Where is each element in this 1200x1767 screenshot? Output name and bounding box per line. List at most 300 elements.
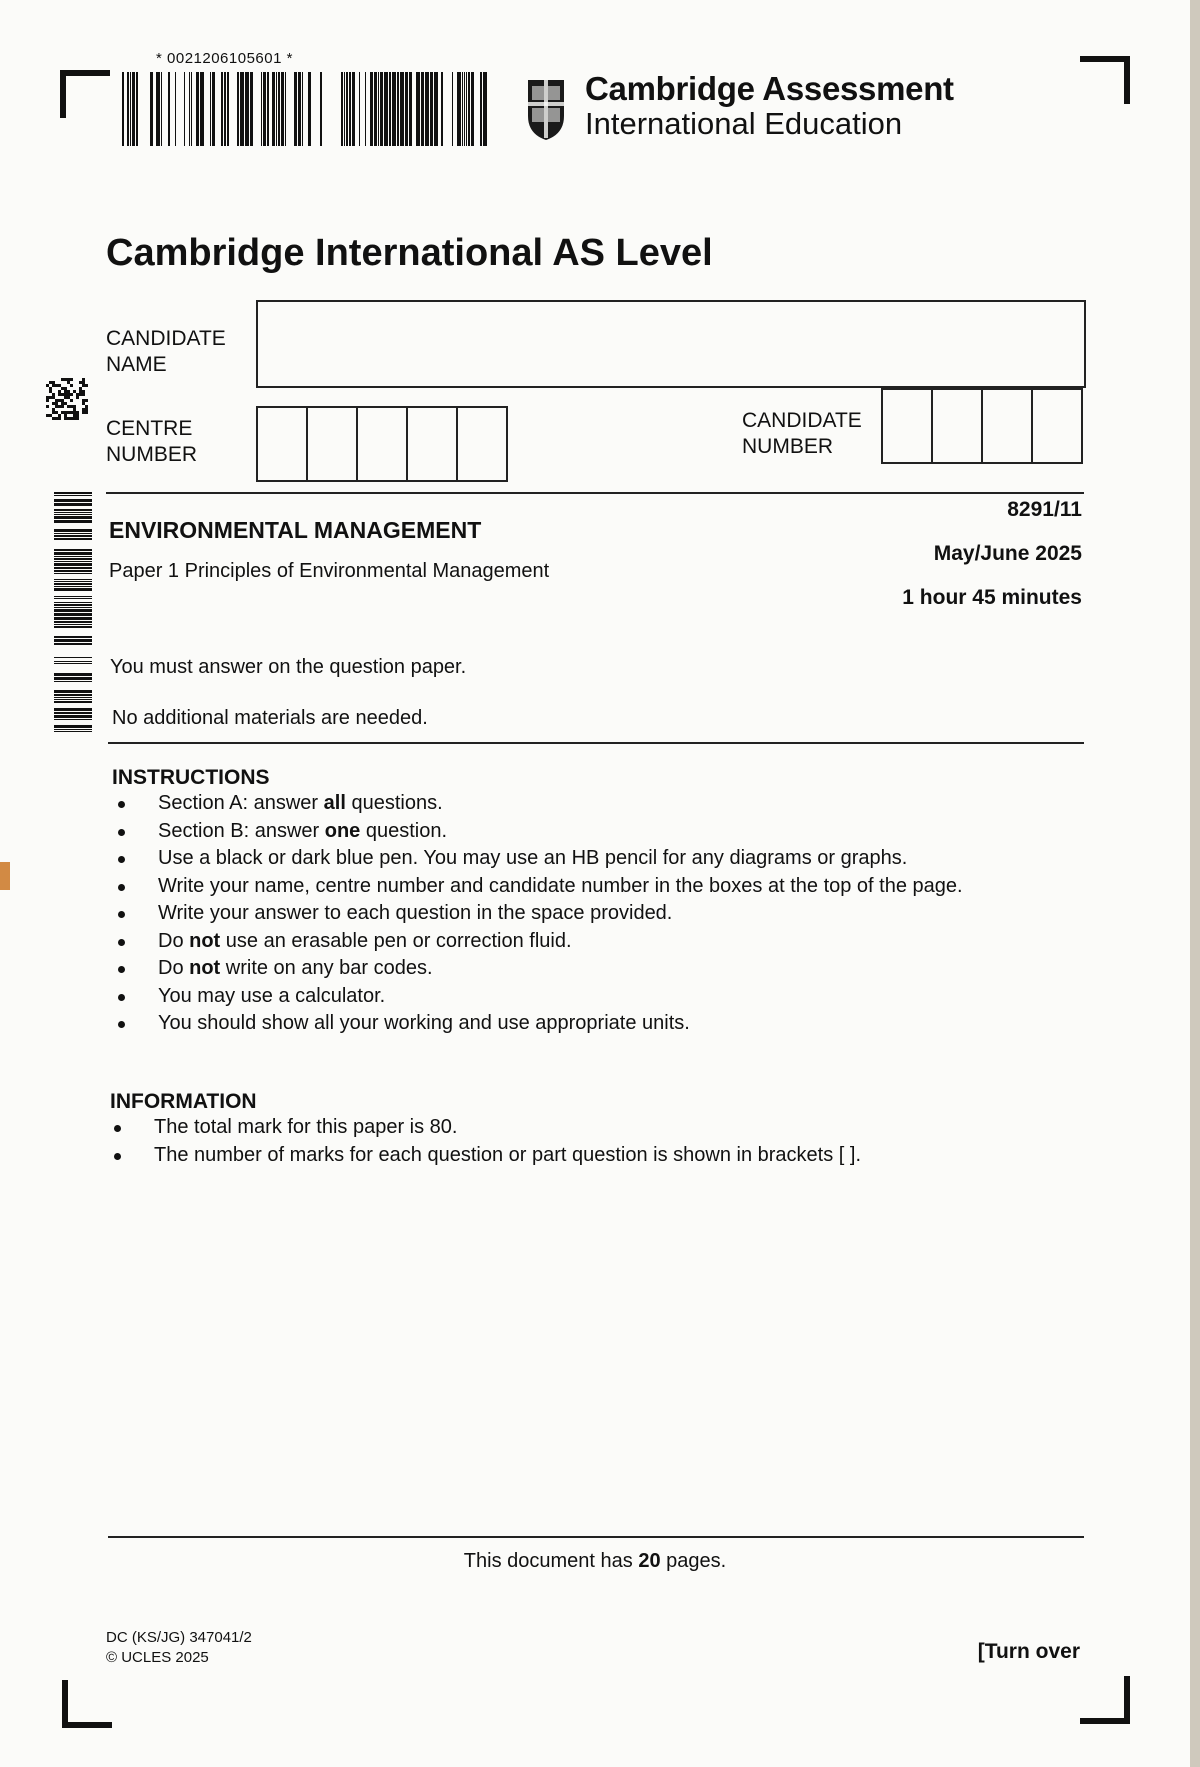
barcode-bar [54, 613, 92, 616]
barcode-bar [54, 549, 92, 551]
qr-module [67, 417, 70, 420]
qr-module [58, 399, 61, 402]
barcode-bar [462, 72, 463, 146]
corner-mark-top-left [60, 70, 66, 118]
barcode-bar [359, 72, 360, 146]
qr-module [73, 405, 76, 408]
qr-module [82, 381, 85, 384]
answer-note: You must answer on the question paper. [110, 656, 467, 678]
item-text: Do [158, 957, 190, 979]
qr-module [67, 405, 70, 408]
barcode-bar [54, 563, 92, 566]
candidate-number-cell[interactable] [1033, 390, 1081, 462]
instructions-list [114, 790, 963, 1038]
information-list [110, 1114, 861, 1169]
qr-module [82, 402, 85, 405]
page-count-note [0, 1550, 1190, 1573]
barcode-bar [468, 72, 470, 146]
item-text: You may use a calculator. [158, 984, 386, 1007]
barcode-bar [416, 72, 420, 146]
qr-module [73, 408, 76, 411]
barcode-bar [457, 72, 461, 146]
barcode-bar [54, 607, 92, 608]
barcode-bar [54, 492, 92, 494]
barcode-bar [441, 72, 443, 146]
item-text: The number of marks for each question or part question is shown in brackets [ ]. [154, 1143, 862, 1166]
qr-module [82, 378, 85, 381]
corner-mark-top-right [1124, 56, 1130, 104]
qr-module [64, 393, 67, 396]
barcode-bar [374, 72, 377, 146]
barcode-bar [54, 581, 92, 582]
barcode-bar [294, 72, 297, 146]
qr-module [82, 408, 85, 411]
divider-bottom [108, 1536, 1084, 1538]
bullet-icon [118, 911, 125, 918]
qr-module [64, 378, 67, 381]
centre-number-cell[interactable] [458, 408, 506, 480]
qr-module [76, 393, 79, 396]
bullet-icon [118, 994, 125, 1001]
qr-module [79, 393, 82, 396]
qr-module [52, 393, 55, 396]
corner-mark-bottom-right-h [1080, 1718, 1130, 1724]
barcode-bar [54, 699, 92, 700]
item-text: Section A: answer [158, 792, 324, 814]
barcode-bar [212, 72, 215, 146]
qr-module [52, 411, 55, 414]
bullet-icon [118, 884, 125, 891]
instructions-item [114, 928, 963, 956]
qr-module [64, 417, 67, 420]
bullet-icon [118, 829, 125, 836]
bullet-icon [118, 939, 125, 946]
barcode-bar [483, 72, 487, 146]
item-text: write on any bar codes. [220, 957, 433, 979]
centre-number-label: CENTRE NUMBER [106, 417, 198, 466]
barcode-bar [136, 72, 138, 146]
qr-module [85, 384, 88, 387]
item-text: question. [360, 819, 448, 842]
barcode-bar [480, 72, 482, 146]
barcode-bar [285, 72, 286, 146]
barcode-bar [384, 72, 388, 146]
barcode-bar [370, 72, 373, 146]
qr-module [46, 384, 49, 387]
item-text: Do [158, 929, 190, 952]
brand-name-line2: International Education [585, 106, 903, 141]
barcode-bar [397, 72, 399, 146]
qr-module [61, 411, 64, 414]
item-text: all [323, 792, 346, 814]
barcode-bar [54, 731, 92, 732]
qr-module [82, 393, 85, 396]
qr-module [58, 414, 61, 417]
instructions-item [114, 983, 963, 1011]
barcode-bar [54, 503, 92, 506]
qr-code [46, 378, 88, 420]
qr-module [70, 393, 73, 396]
copyright: © UCLES 2025 [106, 1649, 209, 1666]
qr-module [64, 414, 67, 417]
barcode-bar [122, 72, 124, 146]
candidate-number-boxes[interactable] [881, 388, 1083, 464]
barcode-bar [54, 663, 92, 664]
barcode-bar [298, 72, 301, 146]
barcode-bar [54, 558, 92, 560]
barcode-bar [161, 72, 162, 146]
qualification-title: Cambridge International AS Level [106, 232, 713, 274]
brand-name-line1: Cambridge Assessment [585, 70, 954, 107]
candidate-name-label: CANDIDATE NAME [106, 327, 226, 376]
barcode-bar [54, 719, 92, 720]
barcode-bar [189, 72, 190, 146]
centre-number-cell[interactable] [408, 408, 458, 480]
barcode-bar [54, 690, 92, 693]
barcode-bar [54, 535, 92, 537]
barcode-bar [54, 624, 92, 625]
barcode-bar [349, 72, 351, 146]
barcode-bar [221, 72, 223, 146]
qr-module [79, 387, 82, 390]
barcode-bar [54, 621, 92, 623]
qr-module [64, 396, 67, 399]
bullet-icon [118, 801, 125, 808]
barcode-bar [54, 681, 92, 682]
instructions-item [114, 845, 963, 873]
barcode-bar [434, 72, 438, 146]
qr-module [85, 408, 88, 411]
barcode-bar [54, 570, 92, 572]
qr-module [70, 378, 73, 381]
qr-module [70, 417, 73, 420]
barcode-bar [54, 561, 92, 562]
instructions-item [114, 818, 963, 846]
qr-module [67, 396, 70, 399]
qr-module [82, 399, 85, 402]
qr-module [52, 417, 55, 420]
materials-note: No additional materials are needed. [112, 707, 428, 729]
qr-module [64, 402, 67, 405]
barcode-bar [54, 661, 92, 662]
barcode-bar [237, 72, 239, 146]
qr-module [73, 411, 76, 414]
barcode-bar [365, 72, 366, 146]
barcode-bar [54, 516, 92, 519]
qr-module [67, 390, 70, 393]
barcode-bar [54, 514, 92, 515]
barcode-bar [421, 72, 424, 146]
qr-module [58, 384, 61, 387]
barcode-bar [352, 72, 355, 146]
qr-module [61, 378, 64, 381]
barcode-bar [127, 72, 129, 146]
item-text: You should show all your working and use appropriate units. [158, 1012, 690, 1034]
qr-module [76, 411, 79, 414]
barcode-bar [378, 72, 379, 146]
barcode-bar [54, 552, 92, 555]
barcode-bar [184, 72, 185, 146]
barcode-bar [54, 533, 92, 534]
barcode-bar [344, 72, 345, 146]
barcode-top [122, 72, 492, 146]
qr-module [46, 399, 49, 402]
item-text: use an erasable pen or correction fluid. [220, 929, 572, 952]
barcode-bar [409, 72, 412, 146]
qr-module [52, 396, 55, 399]
qr-module [70, 411, 73, 414]
candidate-number-cell[interactable] [983, 390, 1033, 462]
qr-module [46, 405, 49, 408]
qr-module [73, 417, 76, 420]
barcode-bar [132, 72, 135, 146]
candidate-name-box[interactable] [256, 300, 1086, 388]
barcode-bar [54, 529, 92, 532]
barcode-bar [452, 72, 453, 146]
barcode-bar [272, 72, 275, 146]
barcode-bar [54, 567, 92, 569]
barcode-bar [54, 598, 92, 599]
barcode-bar [54, 636, 92, 638]
barcode-bar [466, 72, 467, 146]
barcode-bar [54, 499, 92, 502]
centre-number-cell[interactable] [258, 408, 308, 480]
instructions-item [114, 900, 963, 928]
barcode-bar [54, 712, 92, 714]
barcode-bar [54, 643, 92, 645]
bullet-icon [118, 966, 125, 973]
qr-module [67, 378, 70, 381]
barcode-bar [54, 609, 92, 612]
barcode-bar [267, 72, 269, 146]
exam-duration: 1 hour 45 minutes [902, 586, 1082, 609]
barcode-bar [54, 604, 92, 606]
bullet-icon [114, 1125, 121, 1132]
qr-module [52, 402, 55, 405]
corner-mark-bottom-left-h [62, 1722, 112, 1728]
barcode-bar [54, 512, 92, 513]
page-count-prefix: This document has [463, 1550, 639, 1572]
barcode-bar [54, 673, 92, 676]
barcode-bar [54, 596, 92, 597]
barcode-bar [54, 509, 92, 511]
barcode-bar [54, 639, 92, 642]
candidate-number-cell[interactable] [883, 390, 933, 462]
qr-module [76, 417, 79, 420]
barcode-bar [54, 725, 92, 728]
qr-module [55, 411, 58, 414]
cambridge-shield-logo-icon [526, 78, 566, 142]
item-text: Write your answer to each question in the space provided. [158, 902, 673, 924]
instructions-item [114, 790, 963, 818]
qr-module [76, 414, 79, 417]
qr-module [73, 390, 76, 393]
qr-module [61, 399, 64, 402]
qr-module [49, 390, 52, 393]
qr-module [58, 405, 61, 408]
instructions-heading: INSTRUCTIONS [112, 766, 270, 789]
information-item [110, 1142, 861, 1170]
barcode-bar [278, 72, 280, 146]
qr-module [49, 387, 52, 390]
bullet-icon [118, 1021, 125, 1028]
barcode-bar [54, 626, 92, 628]
barcode-bar [341, 72, 343, 146]
barcode-bar [276, 72, 277, 146]
barcode-bar [245, 72, 249, 146]
qr-module [61, 387, 64, 390]
qr-module [67, 393, 70, 396]
subject-title: ENVIRONMENTAL MANAGEMENT [109, 517, 482, 543]
barcode-bar [392, 72, 396, 146]
barcode-bar [54, 573, 92, 574]
instructions-item [114, 873, 963, 901]
qr-module [58, 393, 61, 396]
barcode-bar [389, 72, 391, 146]
page-count-suffix: pages. [660, 1550, 727, 1572]
barcode-bar [54, 694, 92, 696]
qr-module [70, 405, 73, 408]
centre-number-cell[interactable] [308, 408, 358, 480]
qr-module [58, 417, 61, 420]
document-code: DC (KS/JG) 347041/2 [106, 1629, 252, 1646]
qr-module [85, 405, 88, 408]
bullet-icon [118, 856, 125, 863]
item-text: The total mark for this paper is 80. [154, 1116, 458, 1138]
centre-number-boxes[interactable] [256, 406, 508, 482]
barcode-bar [54, 715, 92, 718]
corner-mark-bottom-left [62, 1680, 68, 1728]
item-text: questions. [345, 792, 443, 814]
paper-title: Paper 1 Principles of Environmental Management [109, 560, 550, 582]
item-text: Section B: answer [158, 819, 325, 842]
qr-module [55, 384, 58, 387]
barcode-bar [250, 72, 253, 146]
barcode-bar [405, 72, 408, 146]
page-count: 20 [638, 1550, 661, 1572]
barcode-bar [308, 72, 311, 146]
barcode-bar [430, 72, 433, 146]
centre-number-cell[interactable] [358, 408, 408, 480]
barcode-bar [471, 72, 474, 146]
barcode-bar [191, 72, 192, 146]
exam-session: May/June 2025 [933, 542, 1082, 565]
barcode-bar [346, 72, 348, 146]
qr-module [52, 381, 55, 384]
bullet-icon [114, 1153, 121, 1160]
qr-module [46, 396, 49, 399]
qr-module [67, 381, 70, 384]
qr-module [46, 414, 49, 417]
instructions-item [114, 1010, 963, 1038]
barcode-bar [302, 72, 303, 146]
barcode-bar [380, 72, 383, 146]
qr-module [82, 390, 85, 393]
qr-module [49, 414, 52, 417]
barcode-bar [130, 72, 131, 146]
barcode-bar [175, 72, 176, 146]
barcode-bar [54, 520, 92, 523]
barcode-bar [320, 72, 322, 146]
barcode-bar [54, 586, 92, 587]
corner-mark-bottom-right [1124, 1676, 1130, 1724]
barcode-bar [54, 708, 92, 711]
barcode-bar [54, 588, 92, 591]
divider-top [106, 492, 1084, 494]
barcode-bar [54, 657, 92, 658]
qr-module [73, 414, 76, 417]
barcode-bar [54, 495, 92, 496]
qr-module [52, 408, 55, 411]
qr-module [64, 387, 67, 390]
qr-module [76, 396, 79, 399]
barcode-bar [150, 72, 153, 146]
qr-module [55, 399, 58, 402]
information-heading: INFORMATION [110, 1090, 257, 1113]
barcode-bar [224, 72, 226, 146]
barcode-bar [54, 697, 92, 698]
qr-module [49, 396, 52, 399]
barcode-bar [261, 72, 262, 146]
qr-module [61, 405, 64, 408]
corner-mark-top-left-h [60, 70, 110, 76]
barcode-bar [281, 72, 284, 146]
qr-module [79, 381, 82, 384]
turn-over-note: [Turn over [977, 1640, 1080, 1663]
item-text: Write your name, centre number and candidate number in the boxes at the top of the page. [158, 874, 963, 897]
information-item [110, 1114, 861, 1142]
page-edge-mark [0, 862, 10, 890]
barcode-bar [400, 72, 404, 146]
barcode-bar [227, 72, 229, 146]
instructions-item [114, 955, 963, 983]
barcode-bar [54, 538, 92, 540]
barcode-bar [200, 72, 204, 146]
qr-module [55, 417, 58, 420]
corner-mark-top-right-h [1080, 56, 1130, 62]
barcode-bar [263, 72, 266, 146]
qr-module [82, 411, 85, 414]
barcode-bar [54, 602, 92, 603]
paper-code: 8291/11 [1007, 498, 1082, 521]
barcode-bar [54, 583, 92, 585]
barcode-bar [196, 72, 199, 146]
side-barcode [38, 492, 92, 732]
qr-module [49, 381, 52, 384]
barcode-bar [54, 617, 92, 620]
qr-module [79, 390, 82, 393]
qr-module [61, 393, 64, 396]
barcode-bar [54, 556, 92, 557]
item-text: not [189, 929, 221, 952]
qr-module [55, 402, 58, 405]
barcode-bar [54, 579, 92, 580]
barcode-bar [168, 72, 170, 146]
divider-middle [108, 742, 1084, 744]
item-text: not [189, 957, 221, 979]
qr-module [52, 384, 55, 387]
barcode-bar [156, 72, 160, 146]
candidate-number-cell[interactable] [933, 390, 983, 462]
qr-module [70, 399, 73, 402]
barcode-bar [210, 72, 211, 146]
qr-module [58, 390, 61, 393]
barcode-bar [464, 72, 465, 146]
qr-module [70, 384, 73, 387]
qr-module [64, 390, 67, 393]
serial-number: * 0021206105601 * [156, 50, 293, 67]
document-reference [106, 1628, 252, 1668]
